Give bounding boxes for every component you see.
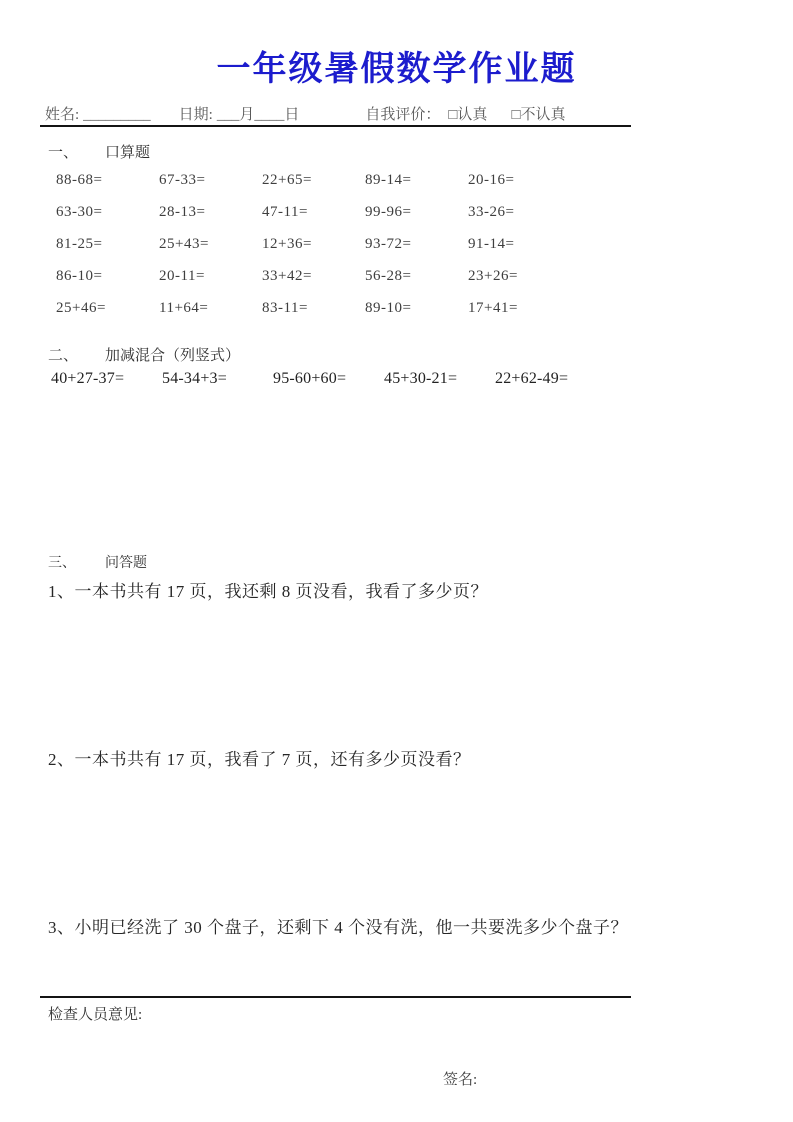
- oral-problem: 12+36=: [262, 235, 312, 252]
- date-blank-field[interactable]: ___月____日: [216, 107, 300, 123]
- oral-problem: 89-10=: [365, 299, 412, 316]
- checkbox-not-serious[interactable]: □不认真: [511, 107, 566, 123]
- oral-problem: 25+43=: [159, 235, 209, 252]
- mixed-problem: 40+27-37=: [51, 370, 125, 387]
- inspector-comments-label: 检查人员意见:: [48, 1007, 143, 1023]
- self-eval-label: 自我评价：: [365, 107, 441, 123]
- oral-problem: 89-14=: [365, 171, 412, 188]
- section-number: 三、: [48, 556, 76, 571]
- oral-problem: 17+41=: [468, 299, 518, 316]
- oral-problem: 20-11=: [159, 267, 205, 284]
- mixed-problem: 95-60+60=: [273, 370, 347, 387]
- section-label: 口算题: [105, 145, 151, 161]
- page-title: 一年级暑假数学作业题: [216, 49, 577, 89]
- oral-problem: 33+42=: [262, 267, 312, 284]
- section-number: 二、: [48, 348, 79, 364]
- oral-problem: 63-30=: [56, 203, 103, 220]
- mixed-problems-row: [51, 370, 568, 388]
- date-label: 日期:: [178, 107, 213, 123]
- oral-problem: 56-28=: [365, 267, 412, 284]
- mixed-problem: 45+30-21=: [384, 370, 458, 387]
- word-problem-1: 1、一本书共有 17 页，我还剩 8 页没看，我看了多少页？: [48, 582, 488, 601]
- section-heading-mixed: [48, 344, 240, 365]
- oral-problem: 11+64=: [159, 299, 209, 316]
- name-blank-field[interactable]: _________: [83, 107, 151, 123]
- oral-problem: 20-16=: [468, 171, 515, 188]
- oral-problem: 88-68=: [56, 171, 103, 188]
- header-divider: [40, 125, 631, 127]
- mixed-problem: 54-34+3=: [162, 370, 227, 387]
- section-label: 加减混合（列竖式）: [105, 348, 241, 364]
- word-problem-3: 3、小明已经洗了 30 个盘子，还剩下 4 个没有洗，他一共要洗多少个盘子？: [48, 918, 628, 937]
- oral-problem: 81-25=: [56, 235, 103, 252]
- oral-problem: 91-14=: [468, 235, 515, 252]
- oral-problem: 47-11=: [262, 203, 308, 220]
- signature-label: 签名:: [443, 1072, 478, 1088]
- name-label: 姓名:: [45, 107, 80, 123]
- oral-problem: 67-33=: [159, 171, 206, 188]
- footer-divider: [40, 996, 631, 998]
- section-heading-word: [48, 552, 147, 572]
- oral-problem: 86-10=: [56, 267, 103, 284]
- oral-problem: 25+46=: [56, 299, 106, 316]
- oral-problem: 33-26=: [468, 203, 515, 220]
- section-number: 一、: [48, 145, 79, 161]
- section-label: 问答题: [105, 556, 147, 571]
- oral-problem: 23+26=: [468, 267, 518, 284]
- section-heading-oral: [48, 141, 150, 162]
- checkbox-serious[interactable]: □认真: [448, 107, 488, 123]
- oral-problem: 22+65=: [262, 171, 312, 188]
- header-meta-row: [45, 103, 645, 124]
- word-problem-2: 2、一本书共有 17 页，我看了 7 页，还有多少页没看？: [48, 750, 471, 769]
- oral-problems-grid: [56, 164, 571, 324]
- oral-problem: 93-72=: [365, 235, 412, 252]
- oral-problem: 28-13=: [159, 203, 206, 220]
- oral-problem: 83-11=: [262, 299, 308, 316]
- mixed-problem: 22+62-49=: [495, 370, 569, 387]
- oral-problem: 99-96=: [365, 203, 412, 220]
